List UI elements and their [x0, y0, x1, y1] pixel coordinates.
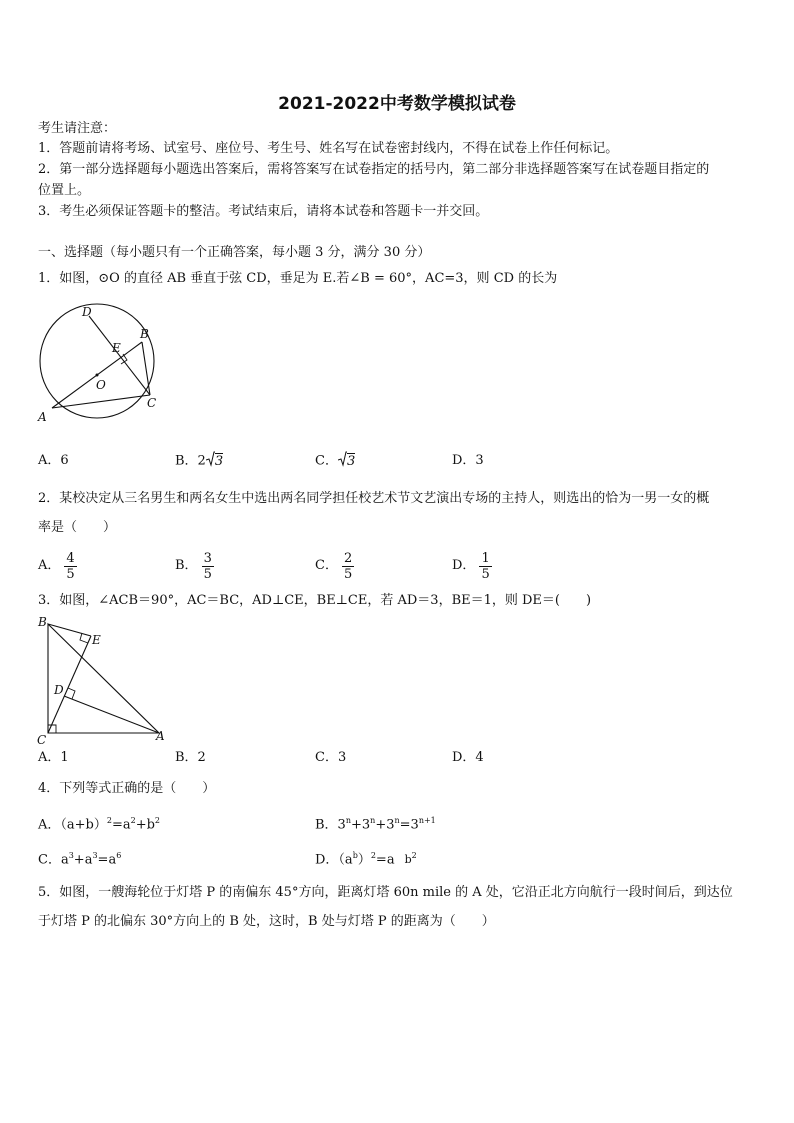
exponent: n	[394, 816, 400, 825]
exponent: n	[345, 816, 351, 825]
option-letter: B．	[175, 558, 198, 573]
q3-triangle-figure	[34, 612, 174, 746]
exponent: 6	[116, 851, 122, 860]
q4-option-a	[38, 811, 160, 835]
q1-option-d: D．3	[452, 453, 484, 468]
option-letter: A．	[38, 558, 61, 573]
q4-option-c	[38, 846, 121, 870]
sqrt-symbol	[206, 451, 215, 471]
label-e: E	[112, 341, 121, 355]
q4-stem: 4．下列等式正确的是（ ）	[38, 781, 216, 796]
q4-option-b	[315, 811, 436, 835]
numerator: 1	[481, 550, 490, 566]
label-c: C	[147, 396, 157, 410]
q5-stem-line1: 5．如图，一艘海轮位于灯塔 P 的南偏东 45°方向，距离灯塔 60n mile 的 A 处，它沿正北方向航行一段时间后，到达位	[38, 885, 733, 900]
label-a: A	[38, 410, 47, 424]
q1-circle-figure	[34, 300, 164, 430]
circle-o	[40, 304, 157, 418]
q2-option-b	[175, 546, 214, 586]
text: A．（a+b）	[38, 817, 107, 833]
label-d: D	[82, 305, 92, 319]
fraction	[342, 551, 354, 582]
exponent: 2	[154, 816, 161, 825]
q1-option-a: A．6	[38, 453, 69, 468]
label-o: O	[96, 378, 106, 392]
denominator: 5	[481, 566, 490, 582]
q2-option-a	[38, 546, 77, 586]
q1-option-b	[175, 451, 223, 472]
label-a: A	[156, 729, 165, 743]
label-c: C	[37, 733, 47, 746]
q2-stem-line1: 2．某校决定从三名男生和两名女生中选出两名同学担任校艺术节文艺演出专场的主持人，则选出的恰为一男一女的概	[38, 491, 710, 506]
notice-heading: 考生请注意：	[38, 121, 117, 136]
notice-item: 位置上。	[38, 183, 91, 198]
q2-option-d	[452, 546, 492, 586]
exponent: n+1	[418, 816, 436, 825]
numerator: 4	[66, 550, 75, 566]
triangle-abc	[48, 624, 159, 733]
sqrt-symbol	[338, 451, 347, 471]
q3-option-a: A．1	[38, 750, 69, 765]
text: +3	[375, 817, 395, 833]
exponent: b	[352, 851, 358, 860]
right-angle-mark-d	[68, 688, 75, 699]
exponent: 2	[411, 851, 417, 860]
option-letter: D．	[452, 558, 476, 573]
q5-stem-line2: 于灯塔 P 的北偏东 30°方向上的 B 处，这时，B 处与灯塔 P 的距离为（ ）	[38, 914, 495, 929]
exponent: 3	[92, 851, 98, 860]
text: ）	[357, 852, 371, 868]
q4-option-d	[315, 846, 417, 870]
label-e: E	[92, 633, 101, 647]
q1-option-b-prefix: B．2	[175, 453, 206, 469]
text: =a	[375, 852, 395, 868]
text: +3	[350, 817, 371, 833]
q1-stem: 1．如图，⊙O 的直径 AB 垂直于弦 CD，垂足为 E.若∠B = 60°，AC=3，则 CD 的长为	[38, 271, 558, 286]
exponent: 2	[130, 816, 136, 825]
text: =a	[111, 817, 131, 833]
text: +b	[135, 817, 155, 833]
denominator: 5	[66, 566, 75, 582]
numerator: 3	[203, 550, 212, 566]
notice-item: 2．第一部分选择题每小题选出答案后，需将答案写在试卷指定的括号内，第二部分非选择题答案写在试卷题目指定的	[38, 162, 710, 177]
page-title: 2021-2022中考数学模拟试卷	[278, 94, 516, 114]
q3-option-d: D．4	[452, 750, 484, 765]
numerator: 2	[343, 550, 353, 566]
label-b: B	[38, 615, 47, 629]
q1-option-c-radicand: 3	[346, 453, 356, 469]
q2-option-c	[315, 546, 354, 586]
denominator: 5	[203, 566, 212, 582]
text: D．（a	[315, 852, 353, 868]
text: =a	[97, 852, 117, 868]
q1-option-c	[315, 451, 355, 472]
fraction	[479, 551, 491, 582]
section-heading: 一、选择题（每小题只有一个正确答案，每小题 3 分，满分 30 分）	[38, 245, 431, 260]
notice-item: 3．考生必须保证答题卡的整洁。考试结束后，请将本试卷和答题卡一并交回。	[38, 204, 489, 219]
q2-stem-line2: 率是（ ）	[38, 520, 117, 535]
denominator: 5	[343, 566, 353, 582]
q3-stem: 3．如图，∠ACB＝90°，AC＝BC，AD⊥CE，BE⊥CE，若 AD＝3，BE＝1，则 DE＝( )	[38, 593, 592, 608]
text: b	[404, 853, 412, 867]
exponent: n	[370, 816, 376, 825]
text: C．a	[38, 852, 69, 868]
q3-option-b: B．2	[175, 750, 206, 765]
q3-option-c: C．3	[315, 750, 347, 765]
text: B．3	[315, 817, 346, 833]
notice-item: 1．答题前请将考场、试室号、座位号、考生号、姓名写在试卷密封线内，不得在试卷上作任何标记。	[38, 141, 619, 156]
label-d: D	[54, 683, 64, 697]
label-b: B	[140, 327, 149, 341]
fraction	[202, 551, 214, 582]
text: =3	[399, 817, 419, 833]
exponent: 3	[68, 851, 74, 860]
center-dot	[96, 374, 99, 377]
text: +a	[73, 852, 93, 868]
fraction	[64, 551, 76, 582]
q1-option-c-prefix: C．	[315, 453, 338, 469]
option-letter: C．	[315, 558, 338, 573]
segment-ad	[64, 696, 159, 733]
exponent: 2	[370, 851, 376, 860]
q1-option-b-radicand: 3	[214, 453, 224, 469]
exponent: 2	[106, 816, 112, 825]
